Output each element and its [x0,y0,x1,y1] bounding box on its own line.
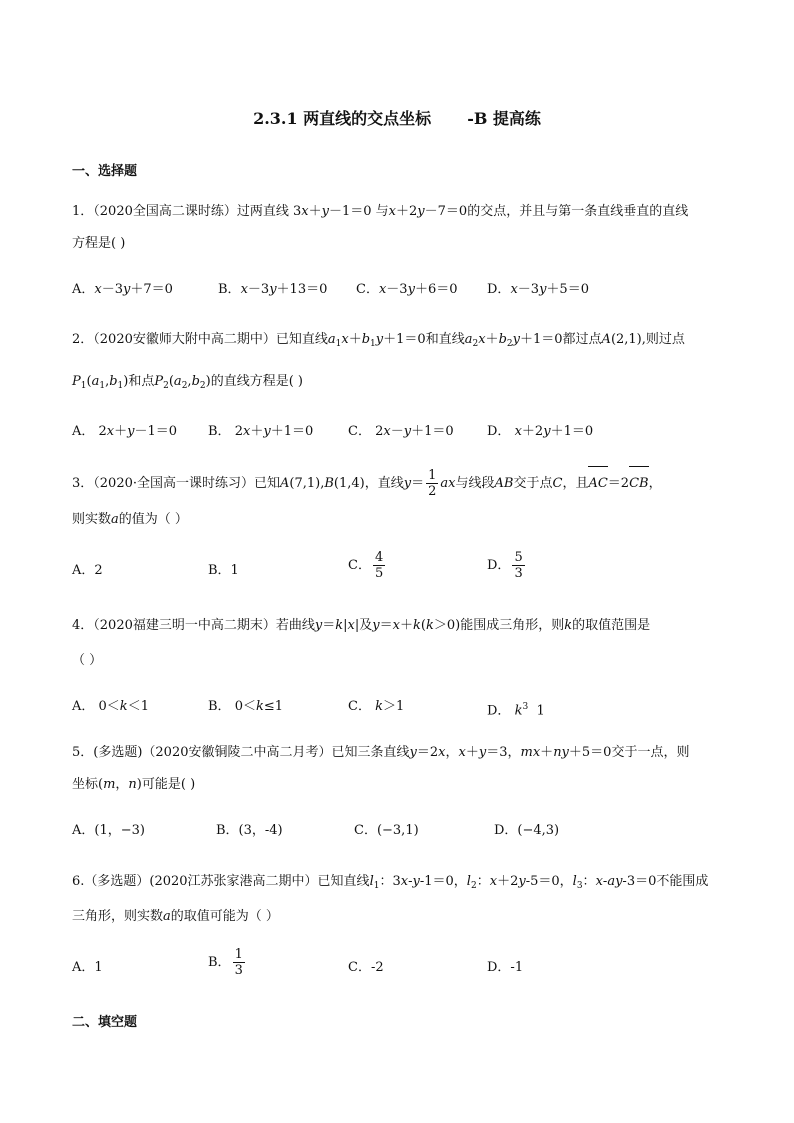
q5-option-a[interactable]: A．(1，−3) [72,823,145,838]
title-sub: -B 提高练 [467,109,541,128]
q2-option-d[interactable]: D． x＋2y＋1＝0 [487,424,594,439]
q1-line1: 1．（2020全国高二课时练）过两直线 3x＋y－1＝0 与x＋2y－7＝0的交点，并且与第一条直线垂直的直线 [72,204,689,219]
q5-option-d[interactable]: D．(−4,3) [494,823,560,838]
q5-option-c[interactable]: C．(−3,1) [354,823,419,838]
q3-option-d[interactable]: D． $\frac{5}{3}$ [487,550,523,581]
q1-option-b[interactable]: B．x－3y＋13＝0 [218,282,328,297]
q6-option-d[interactable]: D．-1 [487,960,524,975]
q4-option-c[interactable]: C． k＞1 [348,699,405,714]
q3-option-c[interactable]: C． $\frac{4}{5}$ [348,550,384,581]
q5-line1: 5．(多选题)（2020安徽铜陵二中高二月考）已知三条直线y＝2x，x＋y＝3，mx＋ny＋5＝0交于一点，则 [72,745,690,760]
q3-option-a[interactable]: A．2 [72,563,103,578]
q2-option-b[interactable]: B． 2x＋y＋1＝0 [208,424,314,439]
title-main: 2.3.1 两直线的交点坐标 [253,109,432,128]
q1-option-d[interactable]: D．x－3y＋5＝0 [487,282,589,297]
q3-fraction-half: $\frac{1}{2}$ [428,468,437,499]
q2-option-c[interactable]: C． 2x－y＋1＝0 [348,424,454,439]
q4-line2: （ ） [72,653,103,668]
page-title [0,106,794,129]
q6-line1: 6.（多选题）(2020江苏张家港高二期中）已知直线$l_1$：3x-y-1＝0，$l_2$：x＋2y-5＝0，$l_3$：x-ay-3＝0不能围成 [72,874,709,891]
q3-line2: 则实数a的值为（ ） [72,512,188,527]
q1-option-c[interactable]: C．x－3y＋6＝0 [356,282,458,297]
section-fill-blank: 二、填空题 [72,1015,138,1030]
q1-line2: 方程是( ) [72,236,126,251]
q4-line1: 4．（2020福建三明一中高二期末）若曲线y＝k|x|及y＝x＋k(k＞0)能围成三角形，则k的取值范围是 [72,618,651,633]
q6-option-b[interactable]: B． $\frac{1}{3}$ [208,947,243,978]
q5-option-b[interactable]: B．(3，-4) [216,823,283,838]
q2-line2: $P_1(a_1,b_1)$和点$P_2(a_2,b_2)$的直线方程是( ) [72,374,303,391]
q6-option-c[interactable]: C．-2 [348,960,384,975]
q1-option-a[interactable]: A．x－3y＋7＝0 [72,282,173,297]
section-choice: 一、选择题 [72,164,138,179]
q6-option-a[interactable]: A．1 [72,960,103,975]
q4-option-b[interactable]: B． 0＜k≤1 [208,699,284,714]
q5-line2: 坐标(m，n)可能是( ) [72,777,196,792]
q2-option-a[interactable]: A． 2x＋y－1＝0 [72,424,178,439]
q4-option-a[interactable]: A． 0＜k＜1 [72,699,149,714]
q6-line2: 三角形，则实数a的取值可能为（ ） [72,909,279,924]
q2-line1: 2．（2020安徽师大附中高二期中）已知直线$a_1x+b_1y+1=0$和直线$a_2x+b_2y+1=0$都过点A(2,1),则过点 [72,332,685,349]
q3-line1: 3．（2020·全国高一课时练习）已知A(7,1),B(1,4)，直线y＝ $\frac{1}{2}$ ax与线段AB交于点C，且AC＝2CB， [72,468,662,499]
q3-option-b[interactable]: B．1 [208,563,239,578]
q4-option-d[interactable]: D． $k^3$ 1 [487,702,545,719]
